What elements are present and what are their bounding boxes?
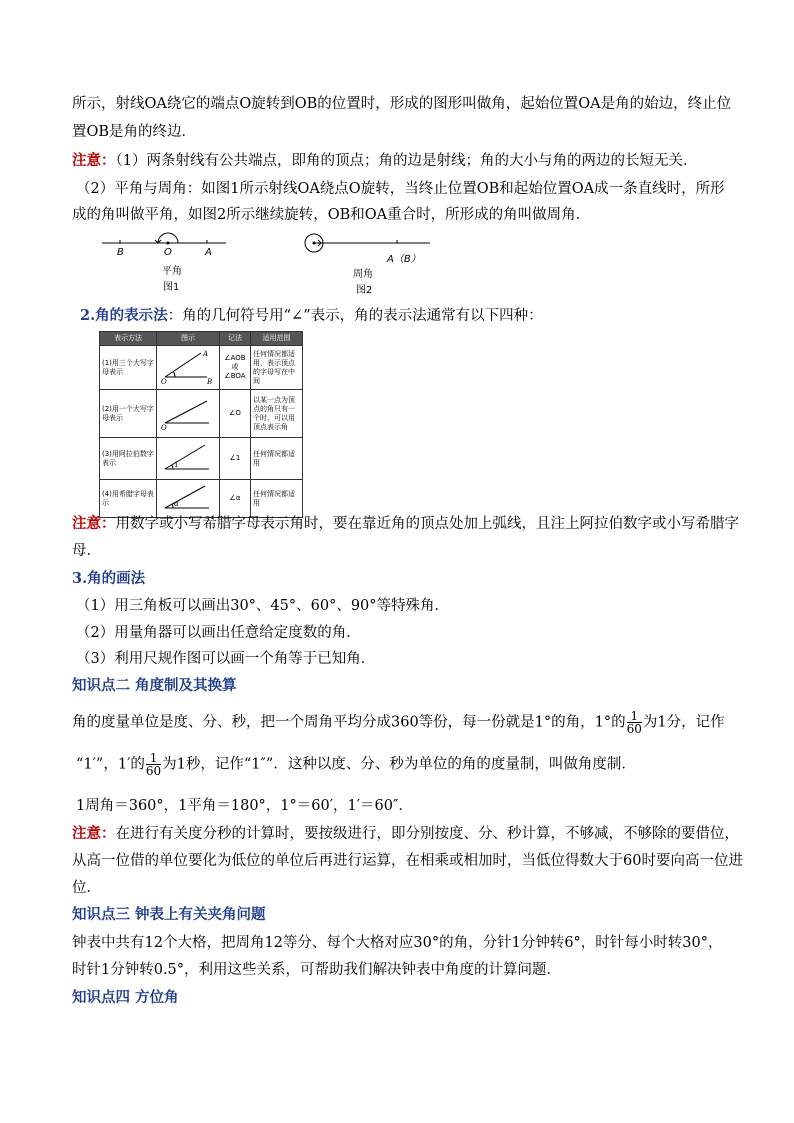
- table-cell-notation: ∠AOB 或 ∠BOA: [220, 346, 251, 390]
- diagram-label: O: [161, 378, 167, 385]
- fraction-numerator: 1: [146, 752, 161, 765]
- table-row: [100, 438, 303, 480]
- table-header: 图示: [157, 332, 220, 346]
- fraction-denominator: 60: [626, 722, 642, 736]
- figure1-name: 平角: [162, 266, 182, 277]
- note-label: 注意：: [72, 515, 116, 532]
- table-cell-method: (1)用三个大写字母表示: [100, 346, 157, 390]
- table-cell-diagram: [157, 390, 220, 438]
- note2-line2: 母．: [72, 543, 101, 559]
- angle-diagram-three-letters: [159, 347, 213, 385]
- note3-text: 在进行有关度分秒的计算时，要按级进行，即分别按度、分、秒计算，不够减，不够除的要借位，: [115, 826, 739, 842]
- kp2-formula: 1周角＝360°，1平角＝180°，1°＝60′，1′＝60″．: [76, 798, 413, 814]
- list-item: （3）利用尺规作图可以画一个角等于已知角．: [76, 651, 376, 667]
- kp2-text: 为1分，记作: [642, 714, 725, 731]
- kp2-text: 角的度量单位是度、分、秒，把一个周角平均分成360等份，每一份就是1°的角，1°的: [72, 714, 626, 731]
- note3-line1: [72, 823, 739, 845]
- figure2-label-ab: A（B）: [387, 254, 421, 265]
- angle-diagram-greek: [159, 481, 213, 513]
- fraction-numerator: 1: [627, 710, 642, 723]
- diagram-label: 1: [174, 461, 179, 469]
- table-cell-range: 任何情况都适用: [251, 438, 303, 480]
- kp4-title: 知识点四 方位角: [72, 989, 179, 1006]
- angle-notation-table: [99, 331, 303, 518]
- figure1-caption: 图1: [163, 282, 180, 293]
- list-item: （2）用量角器可以画出任意给定度数的角．: [76, 625, 361, 641]
- table-cell-method: (2)用一个大写字母表示: [100, 390, 157, 438]
- table-cell-range: 任何情况都适用，表示顶点的字母写在中间: [251, 346, 303, 390]
- kp2-text: 为1秒，记作“1″”．这种以度、分、秒为单位的角的度量制，叫做角度制．: [162, 756, 636, 773]
- kp3-line1: 钟表中共有12个大格，把周角12等分、每个大格对应30°的角，分针1分钟转6°，时针每小时转30°，: [72, 935, 723, 951]
- fraction-denominator: 60: [145, 764, 162, 778]
- angle-diagram-number: [159, 439, 213, 475]
- kp2-title: 知识点二 角度制及其换算: [72, 677, 237, 694]
- figure2-caption: 图2: [356, 285, 373, 296]
- kp2-text: “1′”，1′的: [76, 756, 145, 773]
- figure1-label-o: O: [164, 247, 172, 258]
- diagram-label: α: [174, 500, 179, 508]
- table-cell-diagram: [157, 480, 220, 518]
- note1: [72, 150, 697, 172]
- note-label: 注意：: [72, 825, 116, 842]
- para1-line2: 置OB是角的终边．: [72, 124, 197, 140]
- angle-diagram-one-letter: [159, 393, 213, 431]
- fraction-one-sixtieth: [146, 752, 161, 777]
- section2-line: [80, 305, 543, 327]
- figure1-label-b: B: [117, 247, 124, 258]
- table-cell-method: (4)用希腊字母表示: [100, 480, 157, 518]
- note3-line3: 位．: [72, 880, 101, 896]
- note1-text: （1）两条射线有公共端点，即角的顶点；角的边是射线；角的大小与角的两边的长短无关．: [115, 153, 698, 169]
- table-cell-notation: ∠1: [220, 438, 251, 480]
- table-cell-notation: ∠α: [220, 480, 251, 518]
- table-cell-range: 以某一点为顶点的角只有一个时，可以用顶点表示角: [251, 390, 303, 438]
- table-row: [100, 480, 303, 518]
- table-header: 表示方法: [100, 332, 157, 346]
- section2-text: ：角的几何符号用“∠”表示，角的表示法通常有以下四种：: [167, 308, 543, 324]
- note-label: 注意：: [72, 152, 116, 169]
- section3-title: 3.角的画法: [72, 570, 146, 587]
- figure2-name: 周角: [353, 269, 373, 280]
- table-cell-notation: ∠O: [220, 390, 251, 438]
- figure1-label-a: A: [205, 247, 212, 258]
- list-item: （1）用三角板可以画出30°、45°、60°、90°等特殊角．: [76, 598, 450, 614]
- para2-line2: 成的角叫做平角，如图2所示继续旋转，OB和OA重合时，所形成的角叫做周角．: [72, 207, 591, 223]
- table-header-row: [100, 332, 303, 346]
- diagram-label: B: [207, 378, 213, 385]
- table-cell-method: (3)用阿拉伯数字表示: [100, 438, 157, 480]
- note2-line1: [72, 513, 739, 535]
- note3-line2: 从高一位借的单位要化为低位的单位后再进行运算，在相乘或相加时，当低位得数大于60时要向高一位进: [72, 853, 743, 869]
- fraction-one-sixtieth: [627, 710, 642, 735]
- table-cell-diagram: [157, 346, 220, 390]
- section2-title: 2.角的表示法: [80, 307, 168, 324]
- table-cell-range: 任何情况都适用: [251, 480, 303, 518]
- kp2-line2: [76, 752, 636, 777]
- kp2-line1: [72, 710, 725, 735]
- diagram-label: A: [203, 350, 209, 358]
- diagram-label: O: [161, 424, 167, 431]
- table-row: [100, 346, 303, 390]
- para1-line1: 所示，射线OA绕它的端点O旋转到OB的位置时，形成的图形叫做角，起始位置OA是角的始边，终止位: [72, 96, 732, 112]
- table-row: [100, 390, 303, 438]
- kp3-title: 知识点三 钟表上有关夹角问题: [72, 906, 266, 923]
- table-header: 记法: [220, 332, 251, 346]
- table-header: 适用范围: [251, 332, 303, 346]
- para2-line1: （2）平角与周角：如图1所示射线OA绕点O旋转，当终止位置OB和起始位置OA成一条直线时，所形: [76, 181, 725, 197]
- kp3-line2: 时针1分钟转0.5°，利用这些关系，可帮助我们解决钟表中角度的计算问题．: [72, 962, 562, 978]
- table-cell-diagram: [157, 438, 220, 480]
- note2-text: 用数字或小写希腊字母表示角时，要在靠近角的顶点处加上弧线，且注上阿拉伯数字或小写希腊字: [115, 516, 739, 532]
